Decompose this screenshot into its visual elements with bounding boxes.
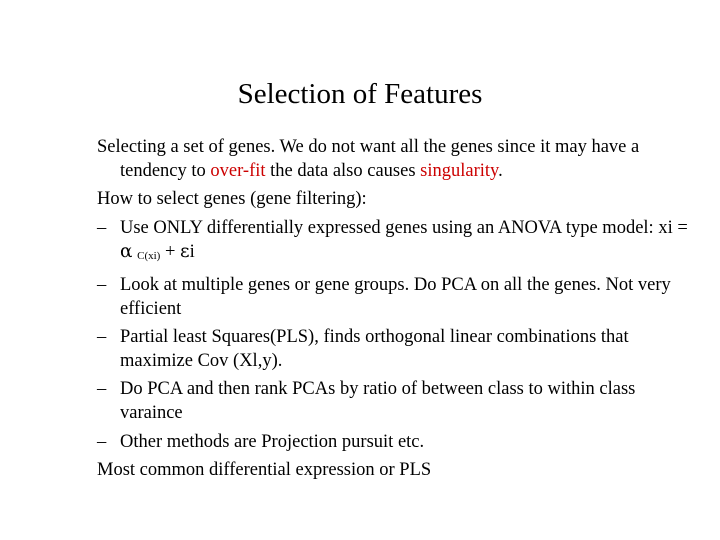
- plus-sign: +: [160, 242, 181, 263]
- paragraph-genes-intro: [97, 136, 697, 183]
- alpha-symbol: α: [120, 241, 133, 263]
- highlight-singularity: singularity: [420, 160, 499, 181]
- intro-text: Selecting a set of genes. We do not want all the genes since it may have a tendency to: [97, 137, 640, 181]
- other-methods-text: Other methods are Projection pursuit etc.: [120, 431, 425, 452]
- epsilon-index: i: [189, 242, 195, 263]
- list-item-multiple-genes: [97, 274, 697, 321]
- epsilon-symbol: ε: [180, 241, 190, 263]
- intro-text-2: the data also causes: [265, 160, 421, 181]
- paragraph-how-to-select: How to select genes (gene filtering):: [97, 189, 367, 210]
- pls-text: Partial least Squares(PLS), finds orthogonal linear combinations that maximize Cov (Xl,y).: [120, 327, 629, 371]
- list-item-pca-rank: [97, 378, 697, 425]
- list-item-pls: [97, 326, 697, 373]
- pca-rank-text: Do PCA and then rank PCAs by ratio of between class to within class varaince: [120, 379, 636, 423]
- anova-text: Use ONLY differentially expressed genes using an ANOVA type model: xi =: [120, 217, 688, 238]
- list-item-anova: [97, 217, 697, 269]
- slide-title: Selection of Features: [237, 78, 483, 110]
- slide-body: [97, 136, 697, 488]
- alpha-subscript: C(xi): [137, 250, 161, 263]
- paragraph-most-common: Most common differential expression or PLS: [97, 460, 432, 481]
- bullet-dash: –: [97, 217, 107, 238]
- bullet-dash: –: [97, 327, 107, 348]
- bullet-dash: –: [97, 431, 107, 452]
- multiple-genes-text: Look at multiple genes or gene groups. Do PCA on all the genes. Not very efficient: [120, 274, 671, 319]
- bullet-dash: –: [97, 274, 107, 295]
- list-item-other-methods: [97, 431, 697, 455]
- highlight-over-fit: over-fit: [210, 160, 266, 181]
- intro-period: .: [498, 160, 503, 181]
- bullet-dash: –: [97, 379, 107, 400]
